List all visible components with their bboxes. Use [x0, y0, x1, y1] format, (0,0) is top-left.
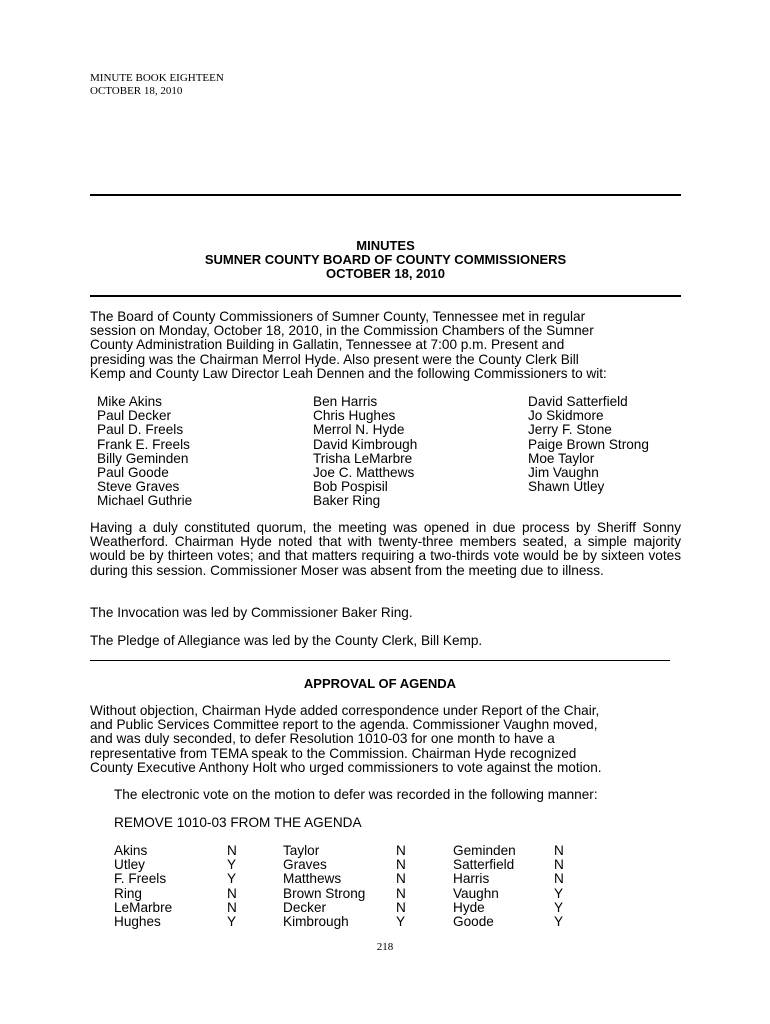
commissioner-name: David Satterfield: [528, 394, 628, 409]
commissioner-name: Frank E. Freels: [97, 436, 190, 452]
commissioner-name: Steve Graves: [97, 479, 180, 495]
document-subtitle: SUMNER COUNTY BOARD OF COUNTY COMMISSIONERS: [204, 252, 567, 267]
commissioners-column-2: [313, 395, 417, 509]
vote-intro: The electronic vote on the motion to defer was recorded in the following manner:: [114, 787, 598, 802]
agenda-line: and was duly seconded, to defer Resolution 1010-03 for one month to have a: [90, 731, 555, 747]
minute-book-label: MINUTE BOOK EIGHTEEN: [90, 72, 224, 84]
commissioner-name: Jim Vaughn: [528, 465, 599, 481]
vote-values-group-1: [227, 844, 237, 929]
invocation-paragraph: The Invocation was led by Commissioner Baker Ring.: [90, 605, 413, 620]
vote-value: Y: [227, 857, 237, 873]
commissioner-name: Moe Taylor: [528, 450, 595, 466]
vote-values-group-3: [554, 844, 564, 929]
voter-name: Hyde: [453, 899, 485, 915]
voter-name: LeMarbre: [114, 899, 173, 915]
commissioner-name: Baker Ring: [313, 493, 381, 509]
vote-value: N: [227, 885, 237, 901]
vote-value: N: [396, 843, 406, 858]
commissioner-name: Paul D. Freels: [97, 422, 184, 438]
minute-book-date: OCTOBER 18, 2010: [90, 85, 183, 97]
vote-value: Y: [554, 914, 564, 930]
vote-value: N: [396, 885, 406, 901]
commissioner-name: Paige Brown Strong: [528, 436, 649, 452]
commissioner-name: Mike Akins: [97, 394, 162, 409]
document-date: OCTOBER 18, 2010: [326, 266, 445, 281]
commissioners-column-1: [97, 395, 192, 509]
commissioner-name: Merrol N. Hyde: [313, 422, 405, 438]
voter-name: Satterfield: [453, 857, 515, 873]
voter-name: F. Freels: [114, 871, 167, 887]
pledge-paragraph: The Pledge of Allegiance was led by the County Clerk, Bill Kemp.: [90, 633, 483, 648]
voter-name: Utley: [114, 857, 145, 873]
vote-value: N: [227, 899, 237, 915]
document-title: MINUTES: [356, 238, 415, 253]
agenda-line: representative from TEMA speak to the Commission. Chairman Hyde recognized: [90, 745, 577, 761]
vote-value: Y: [554, 899, 564, 915]
quorum-paragraph: Having a duly constituted quorum, the meeting was opened in due process by Sheriff Sonny Weatherford. Chairman Hyde noted that with twenty-three members seated, a simple majority would be by thirteen votes; and that matters requiring a two-thirds vote would be by sixteen votes during this session. Commissioner Moser was absent from the meeting due to illness.: [90, 520, 681, 578]
agenda-divider: [90, 660, 670, 661]
voter-name: Vaughn: [453, 885, 499, 901]
voter-name: Akins: [114, 843, 148, 858]
vote-value: N: [554, 843, 564, 858]
vote-names-group-1: [114, 844, 172, 929]
commissioner-name: David Kimbrough: [313, 436, 418, 452]
commissioner-name: Jo Skidmore: [528, 408, 604, 424]
commissioner-name: Trisha LeMarbre: [313, 450, 413, 466]
commissioner-name: Jerry F. Stone: [528, 422, 612, 438]
voter-name: Taylor: [283, 843, 320, 858]
voter-name: Goode: [453, 914, 494, 930]
vote-value: N: [396, 857, 406, 873]
intro-paragraph: [90, 310, 681, 381]
voter-name: Decker: [283, 899, 327, 915]
agenda-paragraph: [90, 704, 681, 775]
vote-names-group-3: [453, 844, 516, 929]
vote-value: Y: [554, 885, 564, 901]
voter-name: Matthews: [283, 871, 342, 887]
motion-label: REMOVE 1010-03 FROM THE AGENDA: [114, 815, 362, 830]
vote-value: N: [227, 843, 237, 858]
voter-name: Kimbrough: [283, 914, 349, 930]
vote-value: Y: [227, 914, 237, 930]
commissioner-name: Michael Guthrie: [97, 493, 193, 509]
agenda-line: and Public Services Committee report to the agenda. Commissioner Vaughn moved,: [90, 717, 598, 733]
agenda-heading: APPROVAL OF AGENDA: [303, 676, 457, 691]
commissioners-column-3: [528, 395, 649, 494]
voter-name: Harris: [453, 871, 490, 887]
agenda-line: Without objection, Chairman Hyde added correspondence under Report of the Chair,: [90, 703, 600, 718]
voter-name: Hughes: [114, 914, 161, 930]
commissioner-name: Paul Goode: [97, 465, 169, 481]
vote-value: N: [554, 871, 564, 887]
intro-line: session on Monday, October 18, 2010, in the Commission Chambers of the Sumner: [90, 323, 594, 339]
vote-value: N: [396, 871, 406, 887]
vote-value: Y: [396, 914, 406, 930]
vote-value: Y: [227, 871, 237, 887]
top-divider: [90, 194, 681, 196]
vote-names-group-2: [283, 844, 365, 929]
commissioner-name: Paul Decker: [97, 408, 172, 424]
voter-name: Brown Strong: [283, 885, 366, 901]
intro-line: County Administration Building in Gallatin, Tennessee at 7:00 p.m. Present and: [90, 337, 565, 353]
commissioner-name: Shawn Utley: [528, 479, 605, 495]
commissioner-name: Billy Geminden: [97, 450, 189, 466]
commissioner-name: Chris Hughes: [313, 408, 396, 424]
page-number: 218: [376, 941, 394, 953]
voter-name: Geminden: [453, 843, 516, 858]
voter-name: Graves: [283, 857, 327, 873]
voter-name: Ring: [114, 885, 142, 901]
intro-line: presiding was the Chairman Merrol Hyde. Also present were the County Clerk Bill: [90, 351, 579, 367]
commissioner-name: Joe C. Matthews: [313, 465, 415, 481]
agenda-line: County Executive Anthony Holt who urged commissioners to vote against the motion.: [90, 759, 602, 775]
commissioner-name: Bob Pospisil: [313, 479, 388, 495]
title-divider: [90, 295, 681, 297]
commissioner-name: Ben Harris: [313, 394, 378, 409]
vote-value: N: [554, 857, 564, 873]
intro-line: Kemp and County Law Director Leah Dennen and the following Commissioners to wit:: [90, 365, 607, 381]
intro-line: The Board of County Commissioners of Sumner County, Tennessee met in regular: [90, 309, 586, 324]
vote-values-group-2: [396, 844, 406, 929]
vote-value: N: [396, 899, 406, 915]
